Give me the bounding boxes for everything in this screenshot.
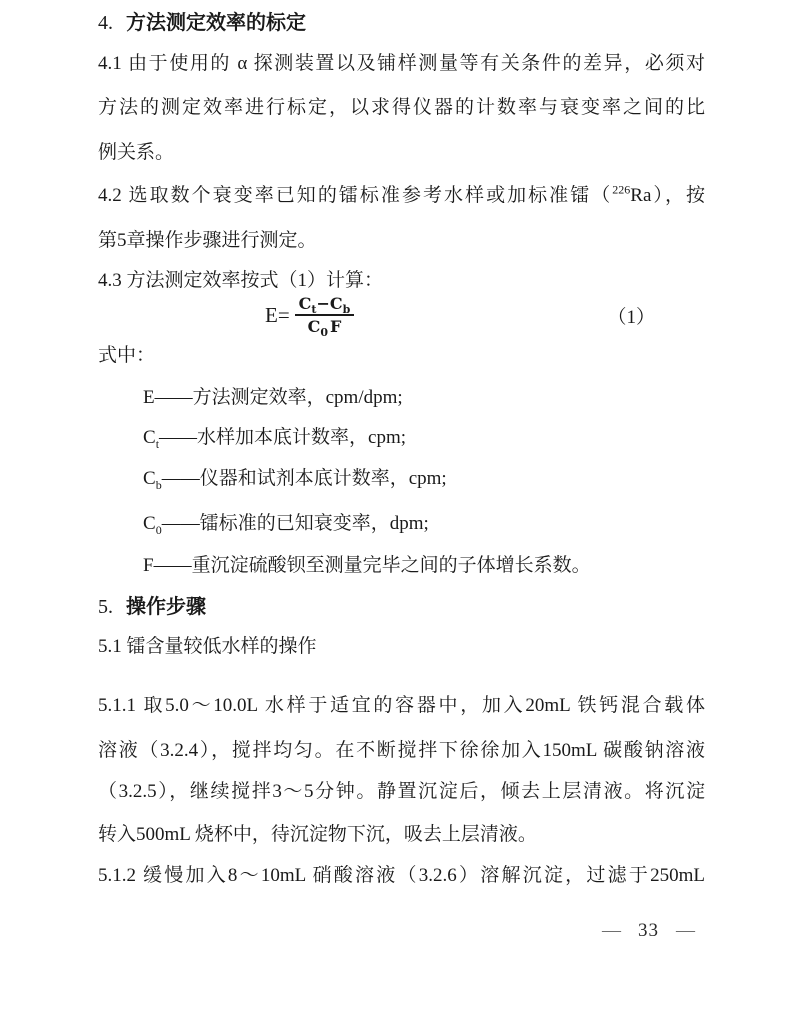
para-4-1-line-1: 4.1 由于使用的 α 探测装置以及铺样测量等有关条件的差异，必须对 (98, 53, 705, 74)
equation-number: （1） (607, 306, 655, 328)
para-4-2-line-1 (98, 182, 705, 209)
para-4-2-line-2: 第5章操作步骤进行测定。 (98, 230, 317, 251)
radium-226-superscript: 226 (612, 182, 631, 197)
equation-denominator (307, 316, 342, 340)
definition-e-symbol: E (143, 387, 155, 408)
para-4-1-line-2: 方法的测定效率进行标定，以求得仪器的计数率与衰变率之间的比 (98, 97, 705, 118)
para-5-1-1-line-2: 溶液（3.2.4），搅拌均匀。在不断搅拌下徐徐加入150mL 碳酸钠溶液 (98, 740, 705, 761)
definition-f (98, 552, 705, 579)
definition-c0-description: ——镭标准的已知衰变率，dpm; (161, 513, 429, 534)
numerator-term-2-subscript: b (342, 303, 351, 316)
definition-f-symbol: F (143, 555, 154, 576)
para-4-1-line-3: 例关系。 (98, 142, 175, 163)
footer-dash-right: — (676, 920, 695, 941)
definition-cb-symbol: C (143, 468, 156, 489)
footer-page-number: 33 (638, 920, 659, 941)
definition-c0-symbol: C (143, 513, 156, 534)
numerator-term-1-subscript: t (311, 303, 317, 316)
definition-ct-symbol: C (143, 427, 156, 448)
para-4-2-text-pre: 4.2 选取数个衰变率已知的镭标准参考水样或加标准镭（ (98, 185, 613, 206)
footer-dash-left: — (602, 920, 621, 941)
definition-e (98, 384, 705, 411)
para-4-3: 4.3 方法测定效率按式（1）计算： (98, 270, 384, 291)
denominator-term-1: C (307, 317, 321, 336)
para-4-2-text-post: Ra），按 (630, 185, 705, 206)
section-5-heading (98, 594, 705, 621)
numerator-term-1: C (298, 293, 312, 313)
para-5-1-1-line-4: 转入500mL 烧杯中，待沉淀物下沉，吸去上层清液。 (98, 824, 537, 845)
definition-e-description: ——方法测定效率，cpm/dpm; (154, 387, 403, 408)
section-4-title: 方法测定效率的标定 (126, 12, 306, 34)
para-5-1-1-line-3: （3.2.5），继续搅拌3～5分钟。静置沉淀后，倾去上层清液。将沉淀 (98, 781, 705, 802)
numerator-term-2: C (329, 293, 343, 313)
section-4-number: 4. (98, 12, 113, 34)
definition-cb-subscript: b (155, 477, 162, 492)
equation-lhs: E= (265, 302, 290, 327)
denominator-term-1-subscript: 0 (320, 326, 329, 340)
section-5-number: 5. (98, 596, 113, 618)
equation-numerator (295, 294, 355, 316)
para-5-1: 5.1 镭含量较低水样的操作 (98, 636, 317, 657)
definition-cb (98, 465, 705, 492)
section-4-heading (98, 10, 705, 37)
definition-c0-subscript: 0 (155, 522, 162, 537)
section-5-title: 操作步骤 (126, 596, 206, 618)
definition-ct-description: ——水样加本底计数率，cpm; (159, 427, 407, 448)
where-label: 式中： (98, 345, 156, 366)
para-5-1-1-line-1: 5.1.1 取5.0～10.0L 水样于适宜的容器中，加入20mL 铁钙混合载体 (98, 695, 705, 716)
definition-f-description: ——重沉淀硫酸钡至测量完毕之间的子体增长系数。 (153, 555, 591, 576)
page-footer (98, 920, 705, 942)
equation-fraction (295, 293, 355, 340)
denominator-term-2: F (330, 317, 342, 336)
definition-ct (98, 424, 705, 451)
numerator-operator: − (316, 293, 330, 313)
definition-cb-description: ——仪器和试剂本底计数率，cpm; (161, 468, 447, 489)
para-5-1-2: 5.1.2 缓慢加入8～10mL 硝酸溶液（3.2.6）溶解沉淀，过滤于250mL (98, 865, 705, 886)
equation-1 (98, 288, 705, 342)
definition-c0 (98, 510, 705, 537)
definition-ct-subscript: t (155, 436, 160, 451)
